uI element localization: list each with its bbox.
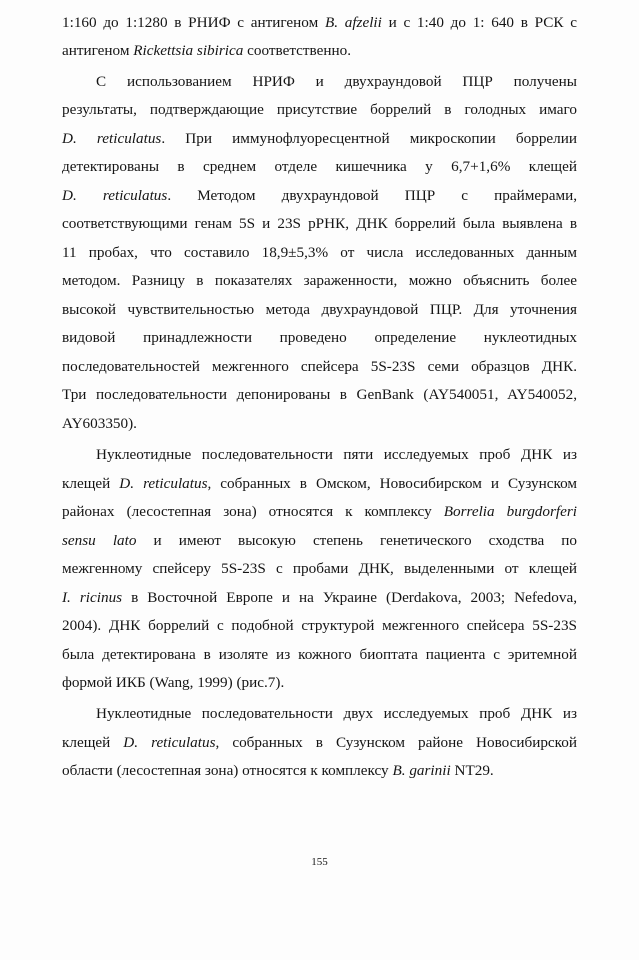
text-line: Нуклеотидные последовательности пяти исследуемых проб ДНК из (96, 446, 577, 463)
text-line: клещей D. reticulatus, собранных в Сузунском районе Новосибирской (62, 734, 577, 751)
text-line: высокой чувствительностью метода двухраундовой ПЦР. Для уточнения (62, 301, 577, 318)
text-line: клещей D. reticulatus, собранных в Омском, Новосибирском и Сузунском (62, 475, 577, 492)
text-line: районах (лесостепная зона) относятся к комплексу Borrelia burgdorferi (62, 503, 577, 520)
text-line: Нуклеотидные последовательности двух исследуемых проб ДНК из (96, 705, 577, 722)
text-line: формой ИКБ (Wang, 1999) (рис.7). (62, 674, 285, 691)
text-line: межгенному спейсеру 5S-23S с пробами ДНК, выделенными от клещей (62, 560, 577, 577)
text-line: методом. Разницу в показателях зараженности, можно объяснить более (62, 272, 577, 289)
text-line: последовательностей межгенного спейсера 5S-23S семи образцов ДНК. (62, 358, 577, 375)
text-line: 2004). ДНК боррелий с подобной структурой межгенного спейсера 5S-23S (62, 617, 577, 634)
text-line: 1:160 до 1:1280 в РНИФ с антигеном B. afzelii и с 1:40 до 1: 640 в РСК с (62, 14, 578, 31)
text-line: Три последовательности депонированы в GenBank (AY540051, AY540052, (62, 386, 577, 403)
text-line: видовой принадлежности проведено определение нуклеотидных (62, 329, 577, 346)
page-number: 155 (311, 856, 328, 868)
text-line: AY603350). (62, 415, 137, 432)
text-line: области (лесостепная зона) относятся к комплексу B. garinii NT29. (62, 762, 494, 779)
text-line: детектированы в среднем отделе кишечника у 6,7+1,6% клещей (62, 158, 577, 175)
text-line: антигеном Rickettsia sibirica соответственно. (62, 42, 351, 59)
text-line: I. ricinus в Восточной Европе и на Украине (Derdakova, 2003; Nefedova, (62, 589, 577, 606)
text-line: была детектирована в изоляте из кожного биоптата пациента с эритемной (62, 646, 577, 663)
text-line: соответствующими генам 5S и 23S рРНК, ДНК боррелий была выявлена в (62, 215, 577, 232)
text-line: sensu lato и имеют высокую степень генетического сходства по (62, 532, 577, 549)
text-line: D. reticulatus. Методом двухраундовой ПЦР с праймерами, (62, 187, 577, 204)
text-line: результаты, подтверждающие присутствие боррелий в голодных имаго (62, 101, 577, 118)
text-line: С использованием НРИФ и двухраундовой ПЦР получены (96, 73, 577, 90)
text-line: D. reticulatus. При иммунофлуоресцентной микроскопии боррелии (62, 130, 577, 147)
text-line: 11 пробах, что составило 18,9±5,3% от числа исследованных данным (62, 244, 577, 261)
